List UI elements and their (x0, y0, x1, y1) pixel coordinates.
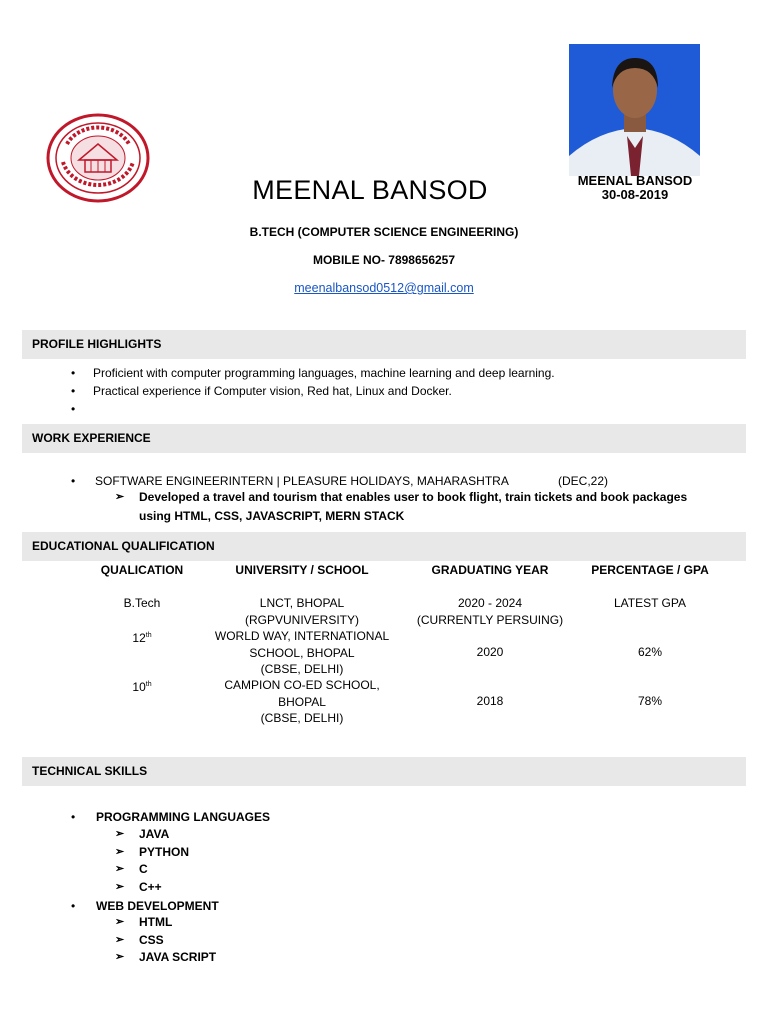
table-cell-score: 62% (637, 645, 663, 659)
work-desc-line1: Developed a travel and tourism that enables user to book flight, train tickets and book packages (139, 490, 688, 504)
year-line: 2020 - 2024 (457, 596, 523, 610)
table-cell-score: 78% (637, 694, 663, 708)
bullet-icon: • (71, 810, 76, 824)
email-link[interactable]: meenalbansod0512@gmail.com (294, 281, 474, 295)
profile-photo (569, 44, 700, 176)
school-line: (CBSE, DELHI) (260, 711, 344, 725)
table-header: GRADUATING YEAR (431, 563, 549, 577)
photo-caption-name: MEENAL BANSOD (577, 173, 693, 188)
table-cell-year: 2020 (476, 645, 504, 659)
school-line: BHOPAL (278, 694, 326, 709)
skill-item-text: C (139, 862, 148, 876)
bullet-icon: • (71, 899, 76, 913)
work-desc-line2: using HTML, CSS, JAVASCRIPT, MERN STACK (139, 509, 405, 523)
table-cell-qualification (82, 628, 202, 647)
degree: B.TECH (COMPUTER SCIENCE ENGINEERING) (249, 225, 519, 239)
skill-item-text: CSS (139, 933, 164, 947)
table-cell-school (212, 628, 392, 678)
arrow-bullet-icon: ➢ (115, 934, 125, 946)
qualification-value: 12 (132, 631, 146, 645)
skill-item-text: HTML (139, 915, 173, 929)
school-line: (RGPVUNIVERSITY) (244, 612, 359, 627)
school-line: CAMPION CO-ED SCHOOL, (224, 678, 380, 692)
school-line: LNCT, BHOPAL (259, 596, 345, 610)
bullet-icon: • (71, 384, 76, 398)
table-cell-score: LATEST GPA (613, 596, 687, 610)
arrow-bullet-icon: ➢ (115, 881, 125, 893)
skill-item-text: PYTHON (139, 845, 190, 859)
list-item-text: Practical experience if Computer vision, Red hat, Linux and Docker. (93, 384, 452, 398)
school-line: SCHOOL, BHOPAL (249, 645, 355, 660)
bullet-icon: • (71, 474, 76, 488)
table-header: PERCENTAGE / GPA (591, 563, 709, 577)
work-section-title: WORK EXPERIENCE (32, 431, 151, 445)
arrow-bullet-icon: ➢ (115, 828, 125, 840)
profile-section-header (22, 330, 746, 359)
table-header: QUALICATION (100, 563, 184, 577)
table-cell-year (410, 595, 570, 628)
qualification-value: 10 (132, 680, 146, 694)
bullet-icon: • (71, 366, 76, 380)
education-section-title: EDUCATIONAL QUALIFICATION (32, 539, 215, 553)
table-header: UNIVERSITY / SCHOOL (235, 563, 369, 577)
arrow-bullet-icon: ➢ (115, 846, 125, 858)
skill-item-text: C++ (139, 880, 162, 894)
work-date: (DEC,22) (558, 474, 609, 488)
year-line: (CURRENTLY PERSUING) (416, 612, 564, 627)
profile-section-title: PROFILE HIGHLIGHTS (32, 337, 162, 351)
qualification-suffix: th (145, 632, 152, 639)
table-cell-qualification: B.Tech (123, 596, 161, 610)
school-line: (CBSE, DELHI) (260, 662, 344, 676)
education-section-header (22, 532, 746, 561)
arrow-bullet-icon: ➢ (115, 951, 125, 963)
skills-section-title: TECHNICAL SKILLS (32, 764, 148, 778)
skill-group-name: PROGRAMMING LANGUAGES (96, 810, 270, 824)
arrow-bullet-icon: ➢ (115, 916, 125, 928)
candidate-name: MEENAL BANSOD (252, 175, 488, 205)
list-item-text: Proficient with computer programming languages, machine learning and deep learning. (93, 366, 555, 380)
table-cell-school (212, 595, 392, 628)
work-role: SOFTWARE ENGINEERINTERN | PLEASURE HOLIDAYS, MAHARASHTRA (95, 474, 509, 488)
skill-item-text: JAVA SCRIPT (139, 950, 217, 964)
arrow-bullet-icon: ➢ (115, 863, 125, 875)
skill-item-text: JAVA (139, 827, 170, 841)
mobile-number: MOBILE NO- 7898656257 (312, 253, 456, 267)
photo-caption-date: 30-08-2019 (601, 187, 669, 202)
skills-section-header (22, 757, 746, 786)
table-cell-qualification (82, 677, 202, 696)
table-cell-school (212, 677, 392, 727)
arrow-bullet-icon: ➢ (115, 491, 125, 503)
work-section-header (22, 424, 746, 453)
table-cell-year: 2018 (476, 694, 504, 708)
school-line: WORLD WAY, INTERNATIONAL (214, 629, 390, 643)
skill-group-name: WEB DEVELOPMENT (96, 899, 219, 913)
bullet-icon: • (71, 402, 76, 416)
qualification-suffix: th (145, 681, 152, 688)
